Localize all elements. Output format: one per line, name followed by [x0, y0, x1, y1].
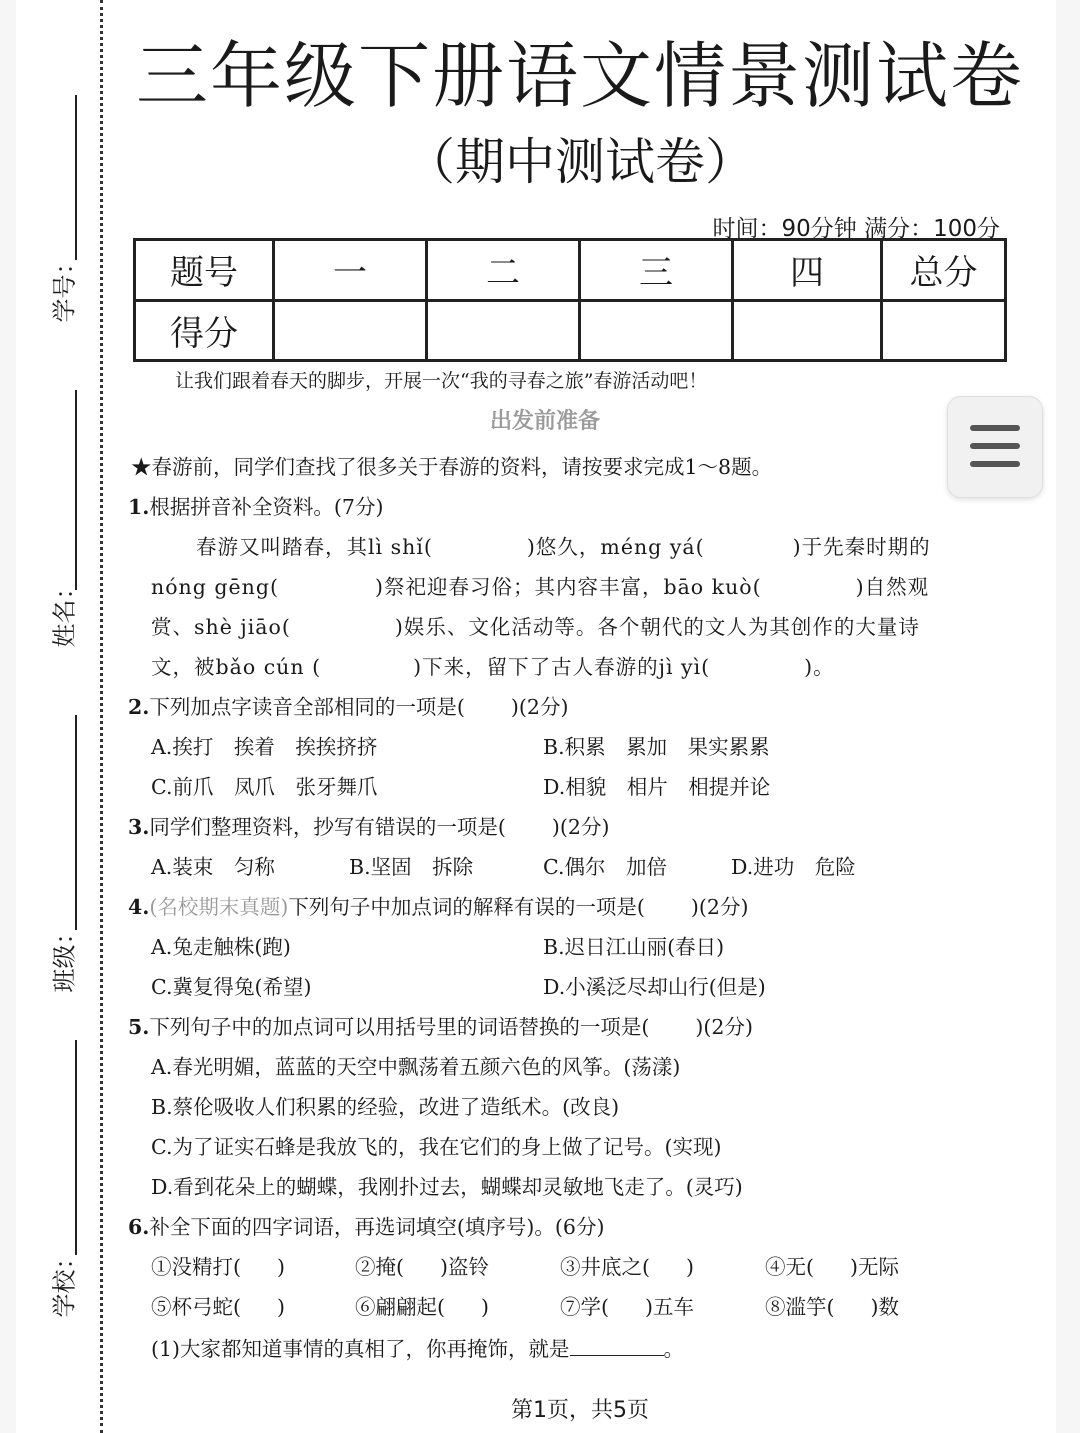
table-header-cell: 四: [733, 240, 882, 301]
q3-option-a: A.装束 匀称: [151, 855, 275, 879]
q4-option-c: C.冀复得兔(希望): [151, 975, 312, 999]
q3-option-c: C.偶尔 加倍: [543, 855, 667, 879]
question-2-title: 2.下列加点字读音全部相同的一项是( )(2分): [128, 695, 569, 719]
time-info: 时间：90分钟 满分：100分: [712, 216, 1000, 242]
q1-line-2: nóng gēng( )祭祀迎春习俗；其内容丰富，bāo kuò( )自然观: [151, 575, 930, 599]
table-header-cell: 三: [580, 240, 733, 301]
question-1-title: 1.根据拼音补全资料。(7分): [128, 495, 384, 519]
score-cell: [733, 300, 882, 361]
score-cell: [427, 300, 580, 361]
student-no-line: [75, 95, 77, 260]
q3-option-d: D.进功 危险: [731, 855, 856, 879]
q6-item-4: ④无( )无际: [765, 1255, 899, 1279]
q5-option-c: C.为了证实石蜂是我放飞的，我在它们的身上做了记号。(实现): [151, 1135, 722, 1159]
q5-option-d: D.看到花朵上的蝴蝶，我刚扑过去，蝴蝶却灵敏地飞走了。(灵巧): [151, 1175, 743, 1199]
q6-item-8: ⑧滥竽( )数: [765, 1295, 899, 1319]
school-label: 学校：: [50, 1245, 79, 1318]
q2-option-a: A.挨打 挨着 挨挨挤挤: [151, 735, 378, 759]
table-header-cell: 总分: [882, 240, 1006, 301]
q4-option-a: A.兔走触株(跑): [151, 935, 291, 959]
page-title: 三年级下册语文情景测试卷: [135, 34, 1024, 118]
score-cell: [882, 300, 1006, 361]
q5-option-a: A.春光明媚，蓝蓝的天空中飘荡着五颜六色的风筝。(荡漾): [151, 1055, 681, 1079]
section-title: 出发前准备: [489, 408, 600, 434]
score-table: [133, 238, 1007, 362]
score-row-label: 得分: [135, 300, 274, 361]
name-label: 姓名：: [50, 575, 79, 648]
score-cell: [274, 300, 427, 361]
answer-blank: [570, 1355, 664, 1356]
question-3-title: 3.同学们整理资料，抄写有错误的一项是( )(2分): [128, 815, 610, 839]
question-5-title: 5.下列句子中的加点词可以用括号里的词语替换的一项是( )(2分): [128, 1015, 753, 1039]
q2-option-c: C.前爪 凤爪 张牙舞爪: [151, 775, 378, 799]
score-cell: [580, 300, 733, 361]
name-line: [75, 390, 77, 590]
student-no-label: 学号：: [50, 250, 79, 323]
q5-option-b: B.蔡伦吸收人们积累的经验，改进了造纸术。(改良): [151, 1095, 620, 1119]
q3-option-b: B.坚固 拆除: [349, 855, 474, 879]
school-line: [75, 1040, 77, 1255]
q6-item-1: ①没精打( ): [151, 1255, 285, 1279]
q2-option-d: D.相貌 相片 相提并论: [543, 775, 771, 799]
table-header-cell: 一: [274, 240, 427, 301]
q6-item-3: ③井底之( ): [560, 1255, 694, 1279]
score-table-score-row: [135, 300, 1006, 361]
intro-text: 让我们跟着春天的脚步，开展一次“我的寻春之旅”春游活动吧！: [175, 370, 708, 392]
page-indicator: 第1页，共5页: [511, 1398, 649, 1423]
q1-line-3: 赏、shè jiāo( )娱乐、文化活动等。各个朝代的文人为其创作的大量诗: [151, 615, 920, 639]
q6-subquestion-1: (1)大家都知道事情的真相了，你再掩饰，就是 。: [151, 1337, 685, 1361]
table-header-cell: 题号: [135, 240, 274, 301]
q6-item-2: ②掩( )盗铃: [355, 1255, 489, 1279]
exam-source-tag: (名校期末真题): [149, 895, 289, 919]
q6-item-5: ⑤杯弓蛇( ): [151, 1295, 285, 1319]
menu-button[interactable]: [947, 396, 1043, 498]
q6-item-6: ⑥翩翩起( ): [355, 1295, 489, 1319]
q2-option-b: B.积累 累加 果实累累: [543, 735, 770, 759]
question-6-title: 6.补全下面的四字词语，再选词填空(填序号)。(6分): [128, 1215, 605, 1239]
table-header-cell: 二: [427, 240, 580, 301]
score-table-header-row: [135, 240, 1006, 301]
q4-option-d: D.小溪泛尽却山行(但是): [543, 975, 766, 999]
q1-line-1: 春游又叫踏春，其lì shǐ( )悠久，méng yá( )于先秦时期的: [196, 535, 931, 559]
binding-dotted-line: [100, 0, 103, 1433]
page-subtitle: （期中测试卷）: [405, 133, 755, 191]
instructions: ★春游前，同学们查找了很多关于春游的资料，请按要求完成1～8题。: [131, 455, 773, 479]
class-line: [75, 715, 77, 930]
q1-line-4: 文，被bǎo cún ( )下来，留下了古人春游的jì yì( )。: [151, 655, 835, 679]
q6-item-7: ⑦学( )五车: [560, 1295, 694, 1319]
q4-option-b: B.迟日江山丽(春日): [543, 935, 725, 959]
menu-icon: [970, 425, 1020, 431]
class-label: 班级：: [50, 920, 79, 993]
question-4-title: 4.(名校期末真题)下列句子中加点词的解释有误的一项是( )(2分): [128, 895, 749, 919]
